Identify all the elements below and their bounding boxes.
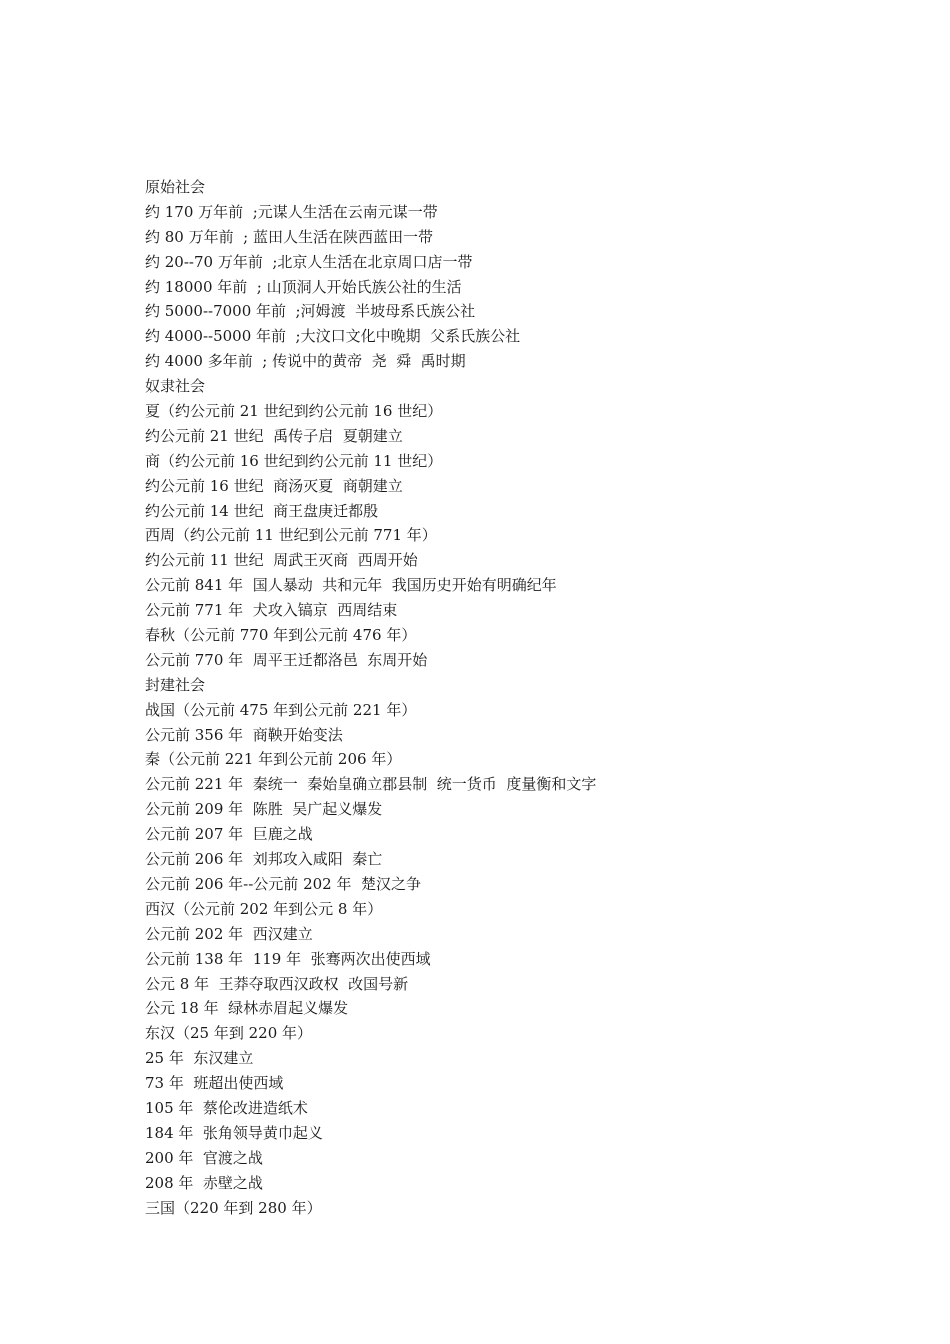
section-heading: 封建社会 bbox=[145, 675, 206, 694]
timeline-entry: 约 4000 多年前 ; 传说中的黄帝 尧 舜 禹时期 bbox=[145, 352, 466, 371]
document-body bbox=[145, 175, 905, 1220]
dynasty-heading: 商（约公元前 16 世纪到约公元前 11 世纪） bbox=[145, 451, 443, 470]
timeline-entry: 200 年 官渡之战 bbox=[145, 1148, 263, 1167]
dynasty-heading: 秦（公元前 221 年到公元前 206 年） bbox=[145, 750, 402, 769]
timeline-entry: 公元前 209 年 陈胜 吴广起义爆发 bbox=[145, 800, 383, 819]
dynasty-heading: 东汉（25 年到 220 年） bbox=[145, 1024, 313, 1043]
timeline-entry: 公元前 770 年 周平王迁都洛邑 东周开始 bbox=[145, 650, 428, 669]
timeline-entry: 公元前 206 年--公元前 202 年 楚汉之争 bbox=[145, 874, 422, 893]
timeline-entry: 约 170 万年前 ;元谋人生活在云南元谋一带 bbox=[145, 202, 438, 221]
timeline-entry: 184 年 张角领导黄巾起义 bbox=[145, 1123, 323, 1142]
dynasty-heading: 夏（约公元前 21 世纪到约公元前 16 世纪） bbox=[145, 402, 443, 421]
dynasty-heading: 西周（约公元前 11 世纪到公元前 771 年） bbox=[145, 526, 437, 545]
timeline-entry: 约 18000 年前 ; 山顶洞人开始氏族公社的生活 bbox=[145, 277, 462, 296]
timeline-entry: 公元前 206 年 刘邦攻入咸阳 秦亡 bbox=[145, 850, 383, 869]
dynasty-heading: 战国（公元前 475 年到公元前 221 年） bbox=[145, 700, 417, 719]
timeline-entry: 约公元前 16 世纪 商汤灭夏 商朝建立 bbox=[145, 476, 403, 495]
timeline-entry: 约公元前 14 世纪 商王盘庚迁都殷 bbox=[145, 501, 379, 520]
section-heading: 奴隶社会 bbox=[145, 377, 206, 396]
timeline-entry: 约公元前 21 世纪 禹传子启 夏朝建立 bbox=[145, 426, 403, 445]
timeline-entry: 公元前 202 年 西汉建立 bbox=[145, 924, 313, 943]
timeline-entry: 73 年 班超出使西域 bbox=[145, 1074, 284, 1093]
timeline-entry: 公元前 356 年 商鞅开始变法 bbox=[145, 725, 343, 744]
timeline-entry: 105 年 蔡伦改进造纸术 bbox=[145, 1098, 308, 1117]
timeline-entry: 208 年 赤壁之战 bbox=[145, 1173, 263, 1192]
section-heading: 原始社会 bbox=[145, 178, 206, 196]
timeline-entry: 约 20--70 万年前 ;北京人生活在北京周口店一带 bbox=[145, 252, 473, 271]
dynasty-heading: 三国（220 年到 280 年） bbox=[145, 1198, 322, 1217]
timeline-entry: 公元 18 年 绿林赤眉起义爆发 bbox=[145, 999, 349, 1018]
timeline-entry: 约 80 万年前 ; 蓝田人生活在陕西蓝田一带 bbox=[145, 227, 433, 246]
timeline-entry: 公元 8 年 王莽夺取西汉政权 改国号新 bbox=[145, 974, 409, 993]
timeline-entry: 公元前 771 年 犬攻入镐京 西周结束 bbox=[145, 601, 398, 620]
dynasty-heading: 春秋（公元前 770 年到公元前 476 年） bbox=[145, 626, 417, 645]
timeline-entry: 公元前 221 年 秦统一 秦始皇确立郡县制 统一货币 度量衡和文字 bbox=[145, 775, 597, 794]
timeline-entry: 25 年 东汉建立 bbox=[145, 1049, 254, 1068]
timeline-entry: 约 4000--5000 年前 ;大汶口文化中晚期 父系氏族公社 bbox=[145, 327, 521, 346]
timeline-entry: 公元前 841 年 国人暴动 共和元年 我国历史开始有明确纪年 bbox=[145, 576, 557, 595]
timeline-entry: 约公元前 11 世纪 周武王灭商 西周开始 bbox=[145, 551, 418, 570]
timeline-entry: 公元前 138 年 119 年 张骞两次出使西域 bbox=[145, 949, 431, 968]
timeline-entry: 公元前 207 年 巨鹿之战 bbox=[145, 825, 313, 844]
timeline-entry: 约 5000--7000 年前 ;河姆渡 半坡母系氏族公社 bbox=[145, 302, 476, 321]
dynasty-heading: 西汉（公元前 202 年到公元 8 年） bbox=[145, 899, 383, 918]
